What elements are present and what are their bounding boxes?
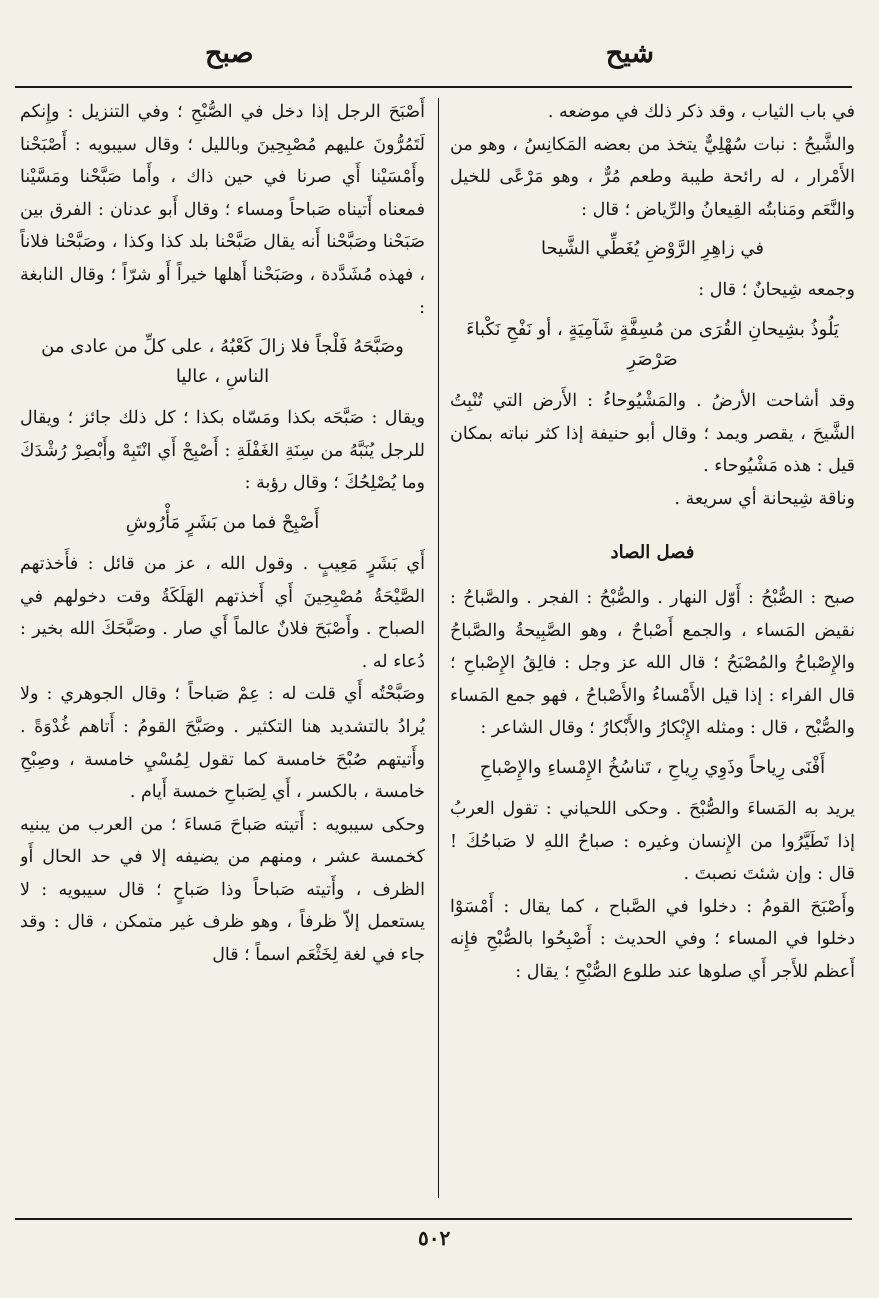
left-running-head: صبح [205, 38, 254, 69]
verse: أَفْنَى رِياحاً وذَوِي رِياحِ ، تَناسُخُ الإِمْساءِ والإِصْباحِ [479, 756, 826, 778]
paragraph: يريد به المَساءَ والصُّبْحَ . وحكى اللحياني : تقول العربُ إذا تَطَيَّرُوا من الإِنسان وغيره : صباحُ اللهِ لا صَباحُكَ ! قال : وإن شئتَ نصبتَ . [450, 798, 855, 885]
paragraph: وقد أشاحت الأرضُ . والمَشْيُوحاءُ : الأَرض التي تُنْبِتُ الشَّيحَ ، يقصر ويمد ؛ وقال أبو حنيفة إذا كثر نباته بمكان قيل : هذه مَشْيُوحاء . [450, 390, 855, 477]
left-column [20, 96, 425, 1208]
paragraph: والشَّيحُ : نبات سُهْلِيٌّ يتخذ من بعضه المَكانِسُ ، وهو من الأَمْرار ، له رائحة طيبة وطعم مُرٌّ ، وهو مَرْعًى للخيل والنَّعَم ومَنابتُه القِيعانُ والرِّياض ؛ قال : [450, 134, 855, 220]
paragraph: وناقة شِيحانة أي سريعة . [674, 488, 855, 509]
verse: أَصْبِحْ فما من بَشَرٍ مَأْرُوشِ [125, 511, 320, 533]
paragraph: صبح : الصُّبْحُ : أَوّل النهار . والصُّبْحُ : الفجر . والصَّباحُ : نقيض المَساء ، والجمع أَصْباحٌ ، وهو الصَّبِيحةُ والصَّباحُ والإِصْباحُ والمُصْبَحُ ؛ قال الله عز وجل : فالِقُ الإِصْباحِ ؛ قال الفراء : إذا قيل الأَمْساءُ والأَصْباحُ ، فهو جمع المَساء والصُّبْح ، قال : ومثله الإِبْكارُ والأَبْكارُ ؛ وقال الشاعر : [450, 587, 855, 739]
verse: وصَبَّحَهُ فَلْجاً فلا زالَ كَعْبُهُ ، على كلِّ من عادى من الناسِ ، عاليا [41, 336, 404, 388]
page-number: ٥٠٢ [418, 1226, 451, 1250]
paragraph: وصَبَّحْتُه أَي قلت له : عِمْ صَباحاً ؛ وقال الجوهري : ولا يُرادُ بالتشديد هنا التكثير . وصَبَّحَ القومُ : أَتاهم غُدْوَةً . وأَتيتهم صُبْحَ خامسة كما تقول لِمُسْيِ خامسة ، وصِبْحِ خامسة ، بالكسر ، أَي لِصَباحِ خمسة أَيام . [20, 684, 425, 803]
paragraph: أَي بَشَرٍ مَعِيبٍ . وقول الله ، عز من قائل : فأَخذتهم الصَّيْحَةُ مُصْبِحِينَ أَي أَخذتهم الهَلَكَةُ وقت دخولهم في الصباح . وأَصْبَحَ فلانٌ عالماً أَي صار . وصَبَّحَكَ الله بخير : دُعاء له . [20, 553, 425, 672]
top-rule [15, 86, 852, 88]
right-column [450, 96, 855, 1208]
paragraph: وجمعه شِيحانٌ ؛ قال : [698, 280, 855, 301]
paragraph: ويقال : صَبَّحَه بكذا ومَسّاه بكذا ؛ كل ذلك جائز ؛ ويقال للرجل يُنَبَّهُ من سِنَةِ الغَفْلَةِ : أَصْبِحْ أَي انْتَبِهْ وأَبْصِرْ رُشْدَكَ وما يُصْلِحُكَ ؛ وقال رؤبة : [20, 408, 425, 494]
paragraph: في باب الثياب ، وقد ذكر ذلك في موضعه . [547, 102, 855, 122]
verse: في زاهِرِ الرَّوْضِ يُغَطِّي الشَّيحا [540, 238, 765, 260]
verse: يَلُوذُ بشِيحانِ القُرَى من مُسِفَّةٍ شَآمِيَةٍ ، أو نَفْحِ نَكْباءَ صَرْصَرِ [466, 318, 839, 370]
section-heading: فصل الصاد [610, 542, 695, 564]
paragraph: أَصْبَحَ الرجل إذا دخل في الصُّبْحِ ؛ وفي التنزيل : وإِنكم لَتَمُرُّونَ عليهم مُصْبِحِينَ وبالليل ؛ وقال سيبويه : أَصْبَحْنا وأَمْسَيْنا أَي صرنا في حين ذاك ، وأَما صَبَّحْنا ومَسَّيْنا فمعناه أَتيناه صَباحاً ومساء ؛ وقال أَبو عدنان : الفرق بين صَبَحْنا وصَبَّحْنا أَنه يقال صَبَّحْنا بلد كذا وكذا ، وصَبَّحْنا فلاناً ، فهذه مُشَدَّدة ، وصَبَحْنا أَهلها خيراً أَو شرّاً ؛ وقال النابغة : [20, 102, 425, 318]
right-running-head: شيح [605, 38, 654, 69]
column-divider [438, 98, 439, 1198]
bottom-rule [15, 1218, 852, 1220]
paragraph: وأَصْبَحَ القومُ : دخلوا في الصَّباح ، كما يقال : أَمْسَوْا دخلوا في المساء ؛ وفي الحديث : أَصْبِحُوا بالصُّبْحِ فإِنه أَعظم للأَجر أَي صلوها عند طلوع الصُّبْحِ ؛ يقال : [450, 896, 855, 982]
paragraph: وحكى سيبويه : أَتيته صَباحَ مَساءَ ؛ من العرب من يبنيه كخمسة عشر ، ومنهم من يضيفه إلا في حد الحال أَو الظرف ، وأَتيته صَباحاً وذا صَباحٍ ؛ قال سيبويه : لا يستعمل إلاّ ظرفاً ، وهو ظرف غير متمكن ، قال : وقد جاء في لغة لِخَثْعَم اسماً ؛ قال [20, 814, 425, 966]
